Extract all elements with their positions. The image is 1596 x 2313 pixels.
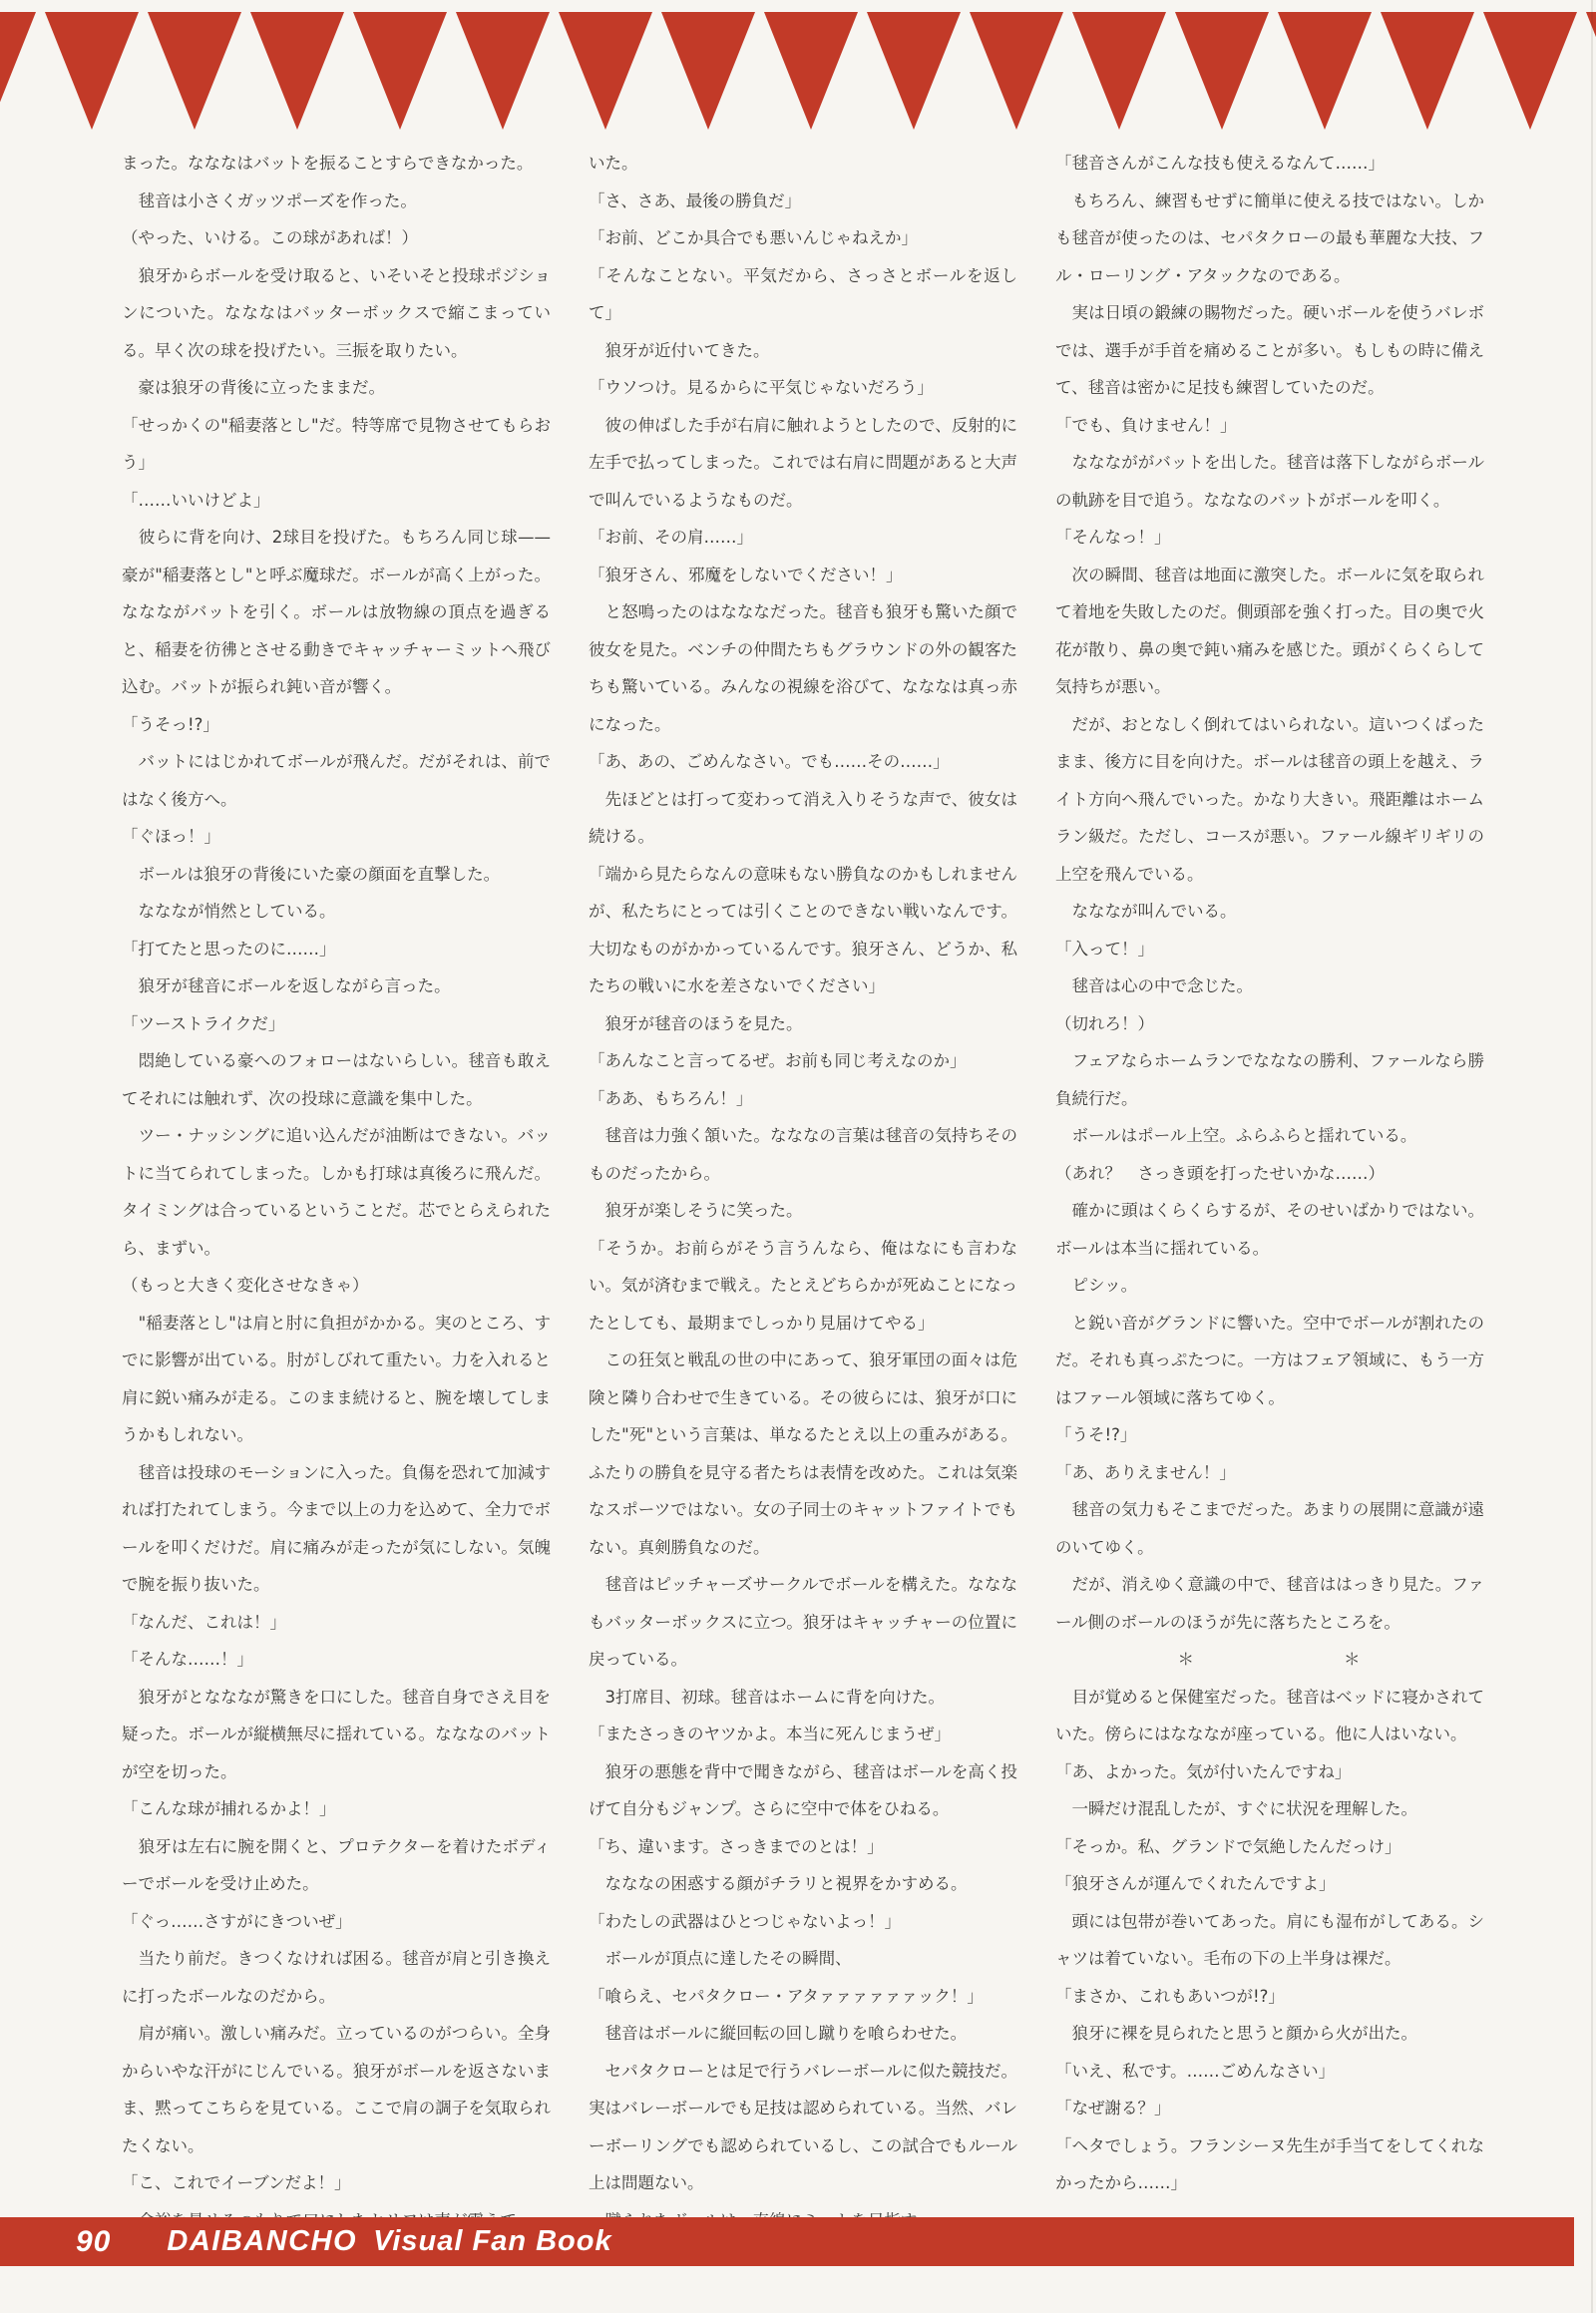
paragraph: 目が覚めると保健室だった。毬音はベッドに寝かされていた。傍らにはなななが座っている。他に人はいない。 bbox=[1055, 1687, 1484, 1743]
paragraph: 毬音はピッチャーズサークルでボールを構えた。なななもバッターボックスに立つ。狼牙はキャッチャーの位置に戻っている。 bbox=[589, 1575, 1017, 1669]
paragraph: 「そんな……！」 bbox=[122, 1650, 253, 1669]
paragraph: 「打てたと思ったのに……」 bbox=[122, 939, 336, 959]
paragraph: "稲妻落とし"は肩と肘に負担がかかる。実のところ、すでに影響が出ている。肘がしびれて重たい。力を入れると肩に鋭い痛みが走る。このまま続けると、腕を壊してしまうかもしれない。 bbox=[122, 1313, 551, 1444]
pennant-triangle-icon bbox=[867, 12, 961, 130]
paragraph: 「あ、ありえません！」 bbox=[1055, 1462, 1236, 1482]
paragraph: 「わたしの武器はひとつじゃないよっ！」 bbox=[589, 1911, 902, 1931]
paragraph: 「毬音さんがこんな技も使えるなんて……」 bbox=[1055, 154, 1385, 173]
paragraph: 「うそ!?」 bbox=[1055, 1425, 1137, 1444]
pennant-triangle-icon bbox=[1586, 12, 1596, 130]
paragraph: 頭には包帯が巻いてあった。肩にも湿布がしてある。シャツは着ていない。毛布の下の上半身は裸だ。 bbox=[1055, 1911, 1484, 1968]
pennant-triangle-icon bbox=[148, 12, 241, 130]
paragraph: 「またさっきのヤツかよ。本当に死んじまうぜ」 bbox=[589, 1725, 951, 1743]
pennant-triangle-icon bbox=[1381, 12, 1474, 130]
paragraph: なななが叫んでいる。 bbox=[1055, 902, 1237, 921]
paragraph: 豪は狼牙の背後に立ったままだ。 bbox=[122, 378, 385, 397]
paragraph: 「なぜ謝る？」 bbox=[1055, 2099, 1171, 2118]
paragraph: ボールが頂点に達したその瞬間、 bbox=[589, 1949, 852, 1968]
pennant-triangle-icon bbox=[1175, 12, 1269, 130]
paragraph: 「そんなっ！」 bbox=[1055, 528, 1171, 547]
paragraph: 「……いいけどよ」 bbox=[122, 490, 270, 510]
text-column-2 bbox=[589, 145, 1017, 2239]
paragraph: と鋭い音がグランドに響いた。空中でボールが割れたのだ。それも真っぷたつに。一方はフェア領域に、もう一方はファール領域に落ちてゆく。 bbox=[1055, 1313, 1484, 1407]
pennant-triangle-icon bbox=[1072, 12, 1166, 130]
paragraph: だが、消えゆく意識の中で、毬音ははっきり見た。ファール側のボールのほうが先に落ちたところを。 bbox=[1055, 1575, 1484, 1632]
paragraph: （あれ？ さっき頭を打ったせいかな……） bbox=[1055, 1163, 1385, 1183]
paragraph: 「ウソつけ。見るからに平気じゃないだろう」 bbox=[589, 378, 934, 397]
paragraph: 狼牙が楽しそうに笑った。 bbox=[589, 1201, 803, 1220]
paragraph: 「端から見たらなんの意味もない勝負なのかもしれませんが、私たちにとっては引くことのできない戦いなんです。大切なものがかかっているんです。狼牙さん、どうか、私たちの戦いに水を差さないでください」 bbox=[589, 864, 1017, 995]
paragraph: 「ち、違います。さっきまでのとは！」 bbox=[589, 1836, 884, 1856]
paragraph: 「ぐっ……さすがにきついぜ」 bbox=[122, 1911, 352, 1931]
paragraph: 「でも、負けません！」 bbox=[1055, 415, 1237, 435]
paragraph: （やった、いける。この球があれば！） bbox=[122, 228, 418, 247]
paragraph: 当たり前だ。きつくなければ困る。毬音が肩と引き換えに打ったボールなのだから。 bbox=[122, 1949, 551, 2006]
paragraph: ボールはポール上空。ふらふらと揺れている。 bbox=[1055, 1126, 1417, 1145]
paragraph: 「入って！」 bbox=[1055, 939, 1154, 959]
paragraph: 実は日頃の鍛練の賜物だった。硬いボールを使うバレボでは、選手が手首を痛めることが多い。もしもの時に備えて、毬音は密かに足技も練習していたのだ。 bbox=[1055, 303, 1484, 397]
paragraph: 先ほどとは打って変わって消え入りそうな声で、彼女は続ける。 bbox=[589, 789, 1017, 846]
paragraph: 「喰らえ、セパタクロー・アタァァァァァァック！」 bbox=[589, 1986, 984, 2006]
paragraph: フェアならホームランでなななの勝利、ファールなら勝負続行だ。 bbox=[1055, 1051, 1484, 1108]
footer-book-title: Visual Fan Book bbox=[373, 2225, 612, 2257]
paragraph: 「せっかくの"稲妻落とし"だ。特等席で見物させてもらおう」 bbox=[122, 415, 551, 472]
paragraph: 狼牙からボールを受け取ると、いそいそと投球ポジションについた。なななはバッターボックスで縮こまっている。早く次の球を投げたい。三振を取りたい。 bbox=[122, 265, 551, 360]
paragraph: 「さ、さあ、最後の勝負だ」 bbox=[589, 191, 802, 210]
footer-series-title: DAIBANCHO bbox=[167, 2225, 358, 2257]
paragraph: 「狼牙さんが運んでくれたんですよ」 bbox=[1055, 1874, 1336, 1893]
text-column-1 bbox=[122, 145, 551, 2239]
paragraph: 彼らに背を向け、2球目を投げた。もちろん同じ球——豪が"稲妻落とし"と呼ぶ魔球だ。ボールが高く上がった。ななながバットを引く。ボールは放物線の頂点を過ぎると、稲妻を彷彿とさせる動きでキャッチャーミットへ飛び込む。バットが振られ鈍い音が響く。 bbox=[122, 528, 551, 696]
paragraph: 狼牙に裸を見られたと思うと顔から火が出た。 bbox=[1055, 2024, 1417, 2043]
paragraph: 彼の伸ばした手が右肩に触れようとしたので、反射的に左手で払ってしまった。これでは右肩に問題があると大声で叫んでいるようなものだ。 bbox=[589, 415, 1017, 510]
paragraph: この狂気と戦乱の世の中にあって、狼牙軍団の面々は危険と隣り合わせで生きている。その彼らには、狼牙が口にした"死"という言葉は、単なるたとえ以上の重みがある。ふたりの勝負を見守る者たちは表情を改めた。これは気楽なスポーツではない。女の子同士のキャットファイトでもない。真剣勝負なのだ。 bbox=[589, 1350, 1017, 1557]
paragraph: なななががバットを出した。毬音は落下しながらボールの軌跡を目で追う。なななのバットがボールを叩く。 bbox=[1055, 453, 1484, 510]
paragraph: 「お前、その肩……」 bbox=[589, 528, 753, 547]
paragraph: 悶絶している豪へのフォローはないらしい。毬音も敢えてそれには触れず、次の投球に意識を集中した。 bbox=[122, 1051, 551, 1108]
paragraph: 3打席目、初球。毬音はホームに背を向けた。 bbox=[589, 1687, 945, 1707]
pennant-triangle-icon bbox=[1483, 12, 1577, 130]
paragraph: 「あ、あの、ごめんなさい。でも……その……」 bbox=[589, 752, 950, 771]
paragraph: 毬音は力強く頷いた。なななの言葉は毬音の気持ちそのものだったから。 bbox=[589, 1126, 1017, 1183]
paragraph: ＊ ＊ bbox=[1177, 1650, 1363, 1669]
pennant-triangle-icon bbox=[764, 12, 858, 130]
page-number: 90 bbox=[76, 2224, 112, 2258]
paragraph: 「うそっ!?」 bbox=[122, 714, 219, 734]
paragraph: ツー・ナッシングに追い込んだが油断はできない。バットに当てられてしまった。しかも打球は真後ろに飛んだ。タイミングは合っているということだ。芯でとらえられたら、まずい。 bbox=[122, 1126, 551, 1258]
paragraph: 「そっか。私、グランドで気絶したんだっけ」 bbox=[1055, 1836, 1401, 1856]
pennant-triangle-icon bbox=[0, 12, 36, 130]
paragraph: 「なんだ、これは！」 bbox=[122, 1612, 286, 1632]
paragraph: まった。なななはバットを振ることすらできなかった。 bbox=[122, 154, 534, 173]
paragraph: もちろん、練習もせずに簡単に使える技ではない。しかも毬音が使ったのは、セパタクローの最も華麗な大技、フル・ローリング・アタックなのである。 bbox=[1055, 191, 1484, 285]
paragraph: 「お前、どこか具合でも悪いんじゃねえか」 bbox=[589, 228, 918, 247]
paragraph: 確かに頭はくらくらするが、そのせいばかりではない。ボールは本当に揺れている。 bbox=[1055, 1201, 1484, 1258]
paragraph: なななが悄然としている。 bbox=[122, 902, 336, 921]
paragraph: 狼牙が毬音にボールを返しながら言った。 bbox=[122, 976, 451, 995]
page-content bbox=[0, 145, 1596, 2239]
paragraph: なななの困惑する顔がチラリと視界をかすめる。 bbox=[589, 1874, 968, 1893]
paragraph: 狼牙が毬音のほうを見た。 bbox=[589, 1013, 803, 1033]
paragraph: 「ヘタでしょう。フランシーヌ先生が手当てをしてくれなかったから……」 bbox=[1055, 2135, 1484, 2192]
pennant-triangle-icon bbox=[45, 12, 139, 130]
paragraph: バットにはじかれてボールが飛んだ。だがそれは、前ではなく後方へ。 bbox=[122, 752, 551, 809]
paragraph: いた。 bbox=[589, 154, 638, 173]
pennant-triangle-icon bbox=[353, 12, 447, 130]
paragraph: ピシッ。 bbox=[1055, 1276, 1138, 1295]
paragraph: 毬音はボールに縦回転の回し蹴りを喰らわせた。 bbox=[589, 2024, 968, 2043]
text-column-3 bbox=[1055, 145, 1484, 2239]
pennant-banner bbox=[0, 12, 1596, 130]
pennant-triangle-icon bbox=[661, 12, 755, 130]
paragraph: 毬音の気力もそこまでだった。あまりの展開に意識が遠のいてゆく。 bbox=[1055, 1500, 1485, 1557]
paragraph: 狼牙がとなななが驚きを口にした。毬音自身でさえ目を疑った。ボールが縦横無尽に揺れている。なななのバットが空を切った。 bbox=[122, 1687, 551, 1781]
pennant-triangle-icon bbox=[970, 12, 1063, 130]
paragraph: （切れろ！） bbox=[1055, 1013, 1154, 1033]
paragraph: 毬音は心の中で念じた。 bbox=[1055, 976, 1253, 995]
paragraph: ボールは狼牙の背後にいた豪の顔面を直撃した。 bbox=[122, 864, 501, 884]
paragraph: 「こんな球が捕れるかよ！」 bbox=[122, 1799, 336, 1818]
paragraph: と怒鳴ったのはなななだった。毬音も狼牙も驚いた顔で彼女を見た。ベンチの仲間たちもグラウンドの外の観客たちも驚いている。みんなの視線を浴びて、なななは真っ赤になった。 bbox=[589, 602, 1017, 734]
pennant-triangle-icon bbox=[250, 12, 344, 130]
pennant-triangle-icon bbox=[559, 12, 652, 130]
paragraph: 「そうか。お前らがそう言うんなら、俺はなにも言わない。気が済むまで戦え。たとえどちらかが死ぬことになったとしても、最期までしっかり見届けてやる」 bbox=[589, 1238, 1017, 1333]
paragraph: セパタクローとは足で行うバレーボールに似た競技だ。実はバレーボールでも足技は認められている。当然、バレーボーリングでも認められているし、この試合でもルール上は問題ない。 bbox=[589, 2061, 1017, 2192]
paragraph: 「あんなこと言ってるぜ。お前も同じ考えなのか」 bbox=[589, 1051, 967, 1070]
paragraph: 狼牙が近付いてきた。 bbox=[589, 340, 770, 360]
pennant-triangle-icon bbox=[456, 12, 550, 130]
paragraph: 一瞬だけ混乱したが、すぐに状況を理解した。 bbox=[1055, 1799, 1417, 1818]
pennant-triangle-icon bbox=[1278, 12, 1372, 130]
paragraph: 「ツーストライクだ」 bbox=[122, 1013, 285, 1033]
paragraph: 肩が痛い。激しい痛みだ。立っているのがつらい。全身からいやな汗がにじんでいる。狼牙がボールを返さないまま、黙ってこちらを見ている。ここで肩の調子を気取られたくない。 bbox=[122, 2024, 551, 2155]
paragraph: 「いえ、私です。……ごめんなさい」 bbox=[1055, 2061, 1336, 2081]
paragraph: （もっと大きく変化させなきゃ） bbox=[122, 1276, 369, 1295]
footer-bar bbox=[0, 2217, 1574, 2266]
paragraph: 毬音は投球のモーションに入った。負傷を恐れて加減すれば打たれてしまう。今まで以上の力を込めて、全力でボールを叩くだけだ。肩に痛みが走ったが気にしない。気魄で腕を振り抜いた。 bbox=[122, 1462, 551, 1594]
paragraph: 狼牙の悪態を背中で聞きながら、毬音はボールを高く投げて自分もジャンプ。さらに空中で体をひねる。 bbox=[589, 1761, 1017, 1818]
paragraph: 次の瞬間、毬音は地面に激突した。ボールに気を取られて着地を失敗したのだ。側頭部を強く打った。目の奥で火花が散り、鼻の奥で鈍い痛みを感じた。頭がくらくらして気持ちが悪い。 bbox=[1055, 565, 1484, 696]
paragraph: 「狼牙さん、邪魔をしないでください！」 bbox=[589, 565, 903, 584]
paragraph: 狼牙は左右に腕を開くと、プロテクターを着けたボディーでボールを受け止めた。 bbox=[122, 1836, 551, 1893]
paragraph: だが、おとなしく倒れてはいられない。這いつくばったまま、後方に目を向けた。ボールは毬音の頭上を越え、ライト方向へ飛んでいった。かなり大きい。飛距離はホームラン級だ。ただし、コースが悪い。ファール線ギリギリの上空を飛んでいる。 bbox=[1055, 714, 1485, 884]
paragraph: 「まさか、これもあいつが!?」 bbox=[1055, 1986, 1285, 2006]
paragraph: 毬音は小さくガッツポーズを作った。 bbox=[122, 191, 417, 210]
paragraph: 「ぐほっ！」 bbox=[122, 827, 220, 846]
paragraph: 「あ、よかった。気が付いたんですね」 bbox=[1055, 1761, 1352, 1781]
paragraph: 「ああ、もちろん！」 bbox=[589, 1088, 753, 1108]
paragraph: 「そんなことない。平気だから、さっさとボールを返して」 bbox=[589, 265, 1017, 322]
paragraph: 「こ、これでイーブンだよ！」 bbox=[122, 2173, 351, 2192]
